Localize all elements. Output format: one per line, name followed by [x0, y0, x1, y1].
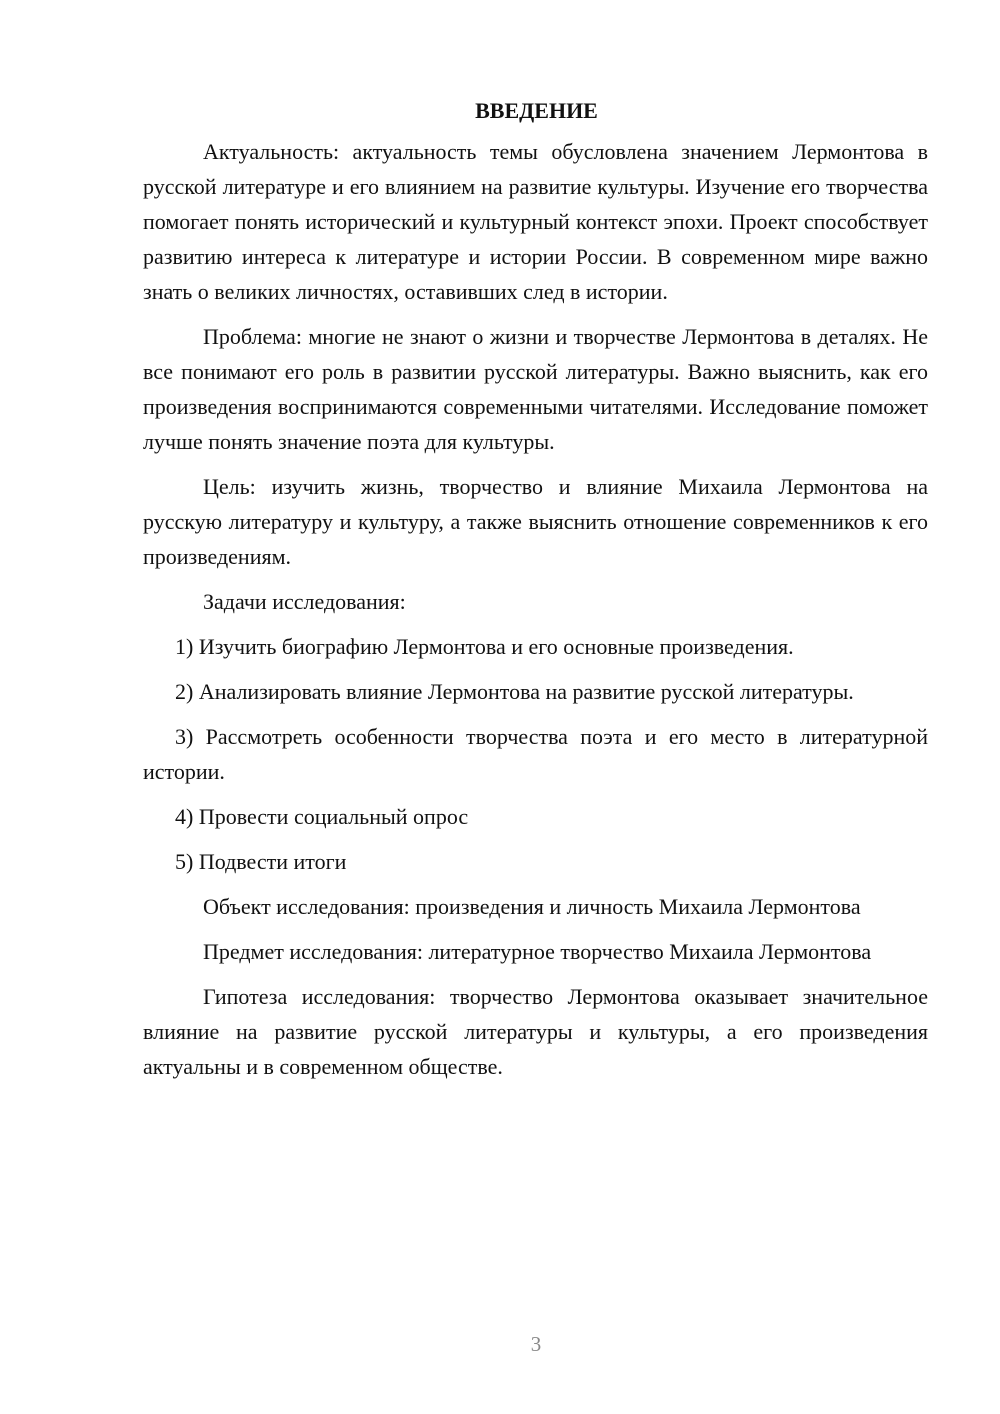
paragraph-hypothesis: Гипотеза исследования: творчество Лермонтова оказывает значительное влияние на развитие русской литературы и культуры, а его произведения актуальны и в современном обществе.: [143, 984, 928, 1079]
task-item: 3) Рассмотреть особенности творчества поэта и его место в литературной истории.: [143, 724, 928, 784]
task-item: 5) Подвести итоги: [175, 849, 347, 874]
task-item: 1) Изучить биографию Лермонтова и его основные произведения.: [175, 634, 794, 659]
section-title: ВВЕДЕНИЕ: [475, 98, 598, 123]
paragraph-object: Объект исследования: произведения и личность Михаила Лермонтова: [203, 894, 861, 919]
paragraph-tasks-heading: Задачи исследования:: [203, 589, 406, 614]
paragraph-problem: Проблема: многие не знают о жизни и творчестве Лермонтова в деталях. Не все понимают его роль в развитии русской литературы. Важно выяснить, как его произведения воспринимаются современными читателями. Исследование поможет лучше понять значение поэта для культуры.: [143, 324, 928, 454]
task-item: 4) Провести социальный опрос: [175, 804, 469, 829]
paragraph-subject: Предмет исследования: литературное творчество Михаила Лермонтова: [203, 939, 872, 964]
document-page: [143, 94, 928, 1094]
paragraph-goal: Цель: изучить жизнь, творчество и влияние Михаила Лермонтова на русскую литературу и культуру, а также выяснить отношение современников к его произведениям.: [143, 474, 928, 569]
paragraph-relevance: Актуальность: актуальность темы обусловлена значением Лермонтова в русской литературе и его влиянием на развитие культуры. Изучение его творчества помогает понять исторический и культурный контекст эпохи. Проект способствует развитию интереса к литературе и истории России. В современном мире важно знать о великих личностях, оставивших след в истории.: [143, 139, 928, 304]
page-number: 3: [530, 1332, 542, 1356]
task-item: 2) Анализировать влияние Лермонтова на развитие русской литературы.: [175, 679, 854, 704]
